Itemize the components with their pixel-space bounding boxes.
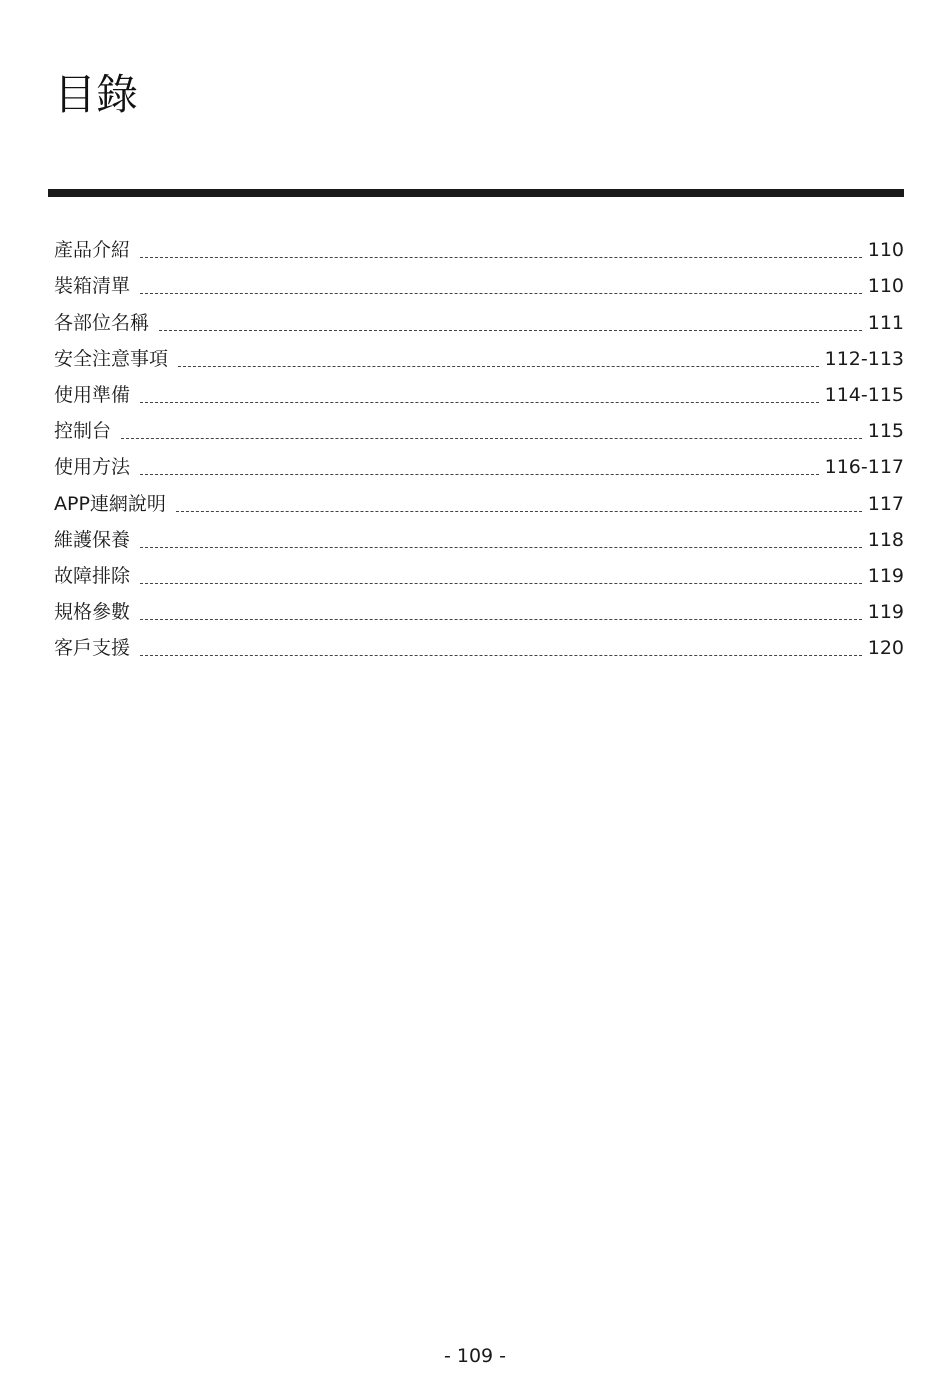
toc-entry-label: 各部位名稱	[54, 311, 150, 334]
toc-entry-maintenance[interactable]	[54, 516, 904, 552]
toc-entry-label: 使用準備	[54, 383, 131, 406]
toc-entry-usage[interactable]	[54, 443, 904, 479]
page-title: 目錄	[54, 70, 139, 119]
toc-entry-page: 110	[867, 239, 904, 262]
toc-entry-safety-notes[interactable]	[54, 335, 904, 371]
toc-leader-dots	[140, 474, 819, 475]
toc-leader-dots	[140, 257, 862, 258]
toc-entry-label: 產品介紹	[54, 239, 131, 262]
toc-entry-page: 119	[867, 601, 904, 624]
toc-entry-troubleshooting[interactable]	[54, 552, 904, 588]
toc-entry-label: 故障排除	[54, 564, 131, 587]
toc-entry-page: 116-117	[824, 456, 904, 479]
toc-leader-dots	[178, 366, 819, 367]
toc-leader-dots	[140, 402, 819, 403]
toc-entry-page: 120	[867, 637, 904, 660]
title-divider	[48, 189, 904, 197]
page-number: - 109 -	[443, 1345, 507, 1367]
table-of-contents	[54, 226, 904, 660]
toc-entry-label: 使用方法	[54, 456, 131, 479]
toc-leader-dots	[140, 655, 862, 656]
toc-entry-label: 控制台	[54, 420, 112, 443]
toc-leader-dots	[176, 511, 862, 512]
toc-entry-page: 119	[867, 564, 904, 587]
toc-leader-dots	[140, 583, 862, 584]
toc-entry-label: APP連網說明	[54, 492, 166, 515]
toc-entry-page: 112-113	[824, 347, 904, 370]
toc-leader-dots	[140, 293, 862, 294]
toc-entry-preparation[interactable]	[54, 371, 904, 407]
toc-entry-app-connection[interactable]	[54, 479, 904, 515]
toc-entry-page: 115	[867, 420, 904, 443]
toc-entry-page: 118	[867, 528, 904, 551]
toc-entry-label: 裝箱清單	[54, 275, 131, 298]
toc-leader-dots	[140, 547, 862, 548]
toc-entry-specifications[interactable]	[54, 588, 904, 624]
toc-entry-control-panel[interactable]	[54, 407, 904, 443]
toc-entry-customer-support[interactable]	[54, 624, 904, 660]
toc-entry-label: 安全注意事項	[54, 347, 169, 370]
toc-entry-page: 114-115	[824, 383, 904, 406]
toc-entry-packing-list[interactable]	[54, 262, 904, 298]
toc-entry-page: 117	[867, 492, 904, 515]
toc-leader-dots	[140, 619, 862, 620]
toc-entry-label: 客戶支援	[54, 637, 131, 660]
toc-entry-product-intro[interactable]	[54, 226, 904, 262]
toc-entry-label: 規格參數	[54, 601, 131, 624]
toc-entry-part-names[interactable]	[54, 298, 904, 334]
toc-entry-page: 110	[867, 275, 904, 298]
toc-leader-dots	[121, 438, 862, 439]
toc-leader-dots	[159, 330, 862, 331]
toc-entry-label: 維護保養	[54, 528, 131, 551]
toc-entry-page: 111	[867, 311, 904, 334]
